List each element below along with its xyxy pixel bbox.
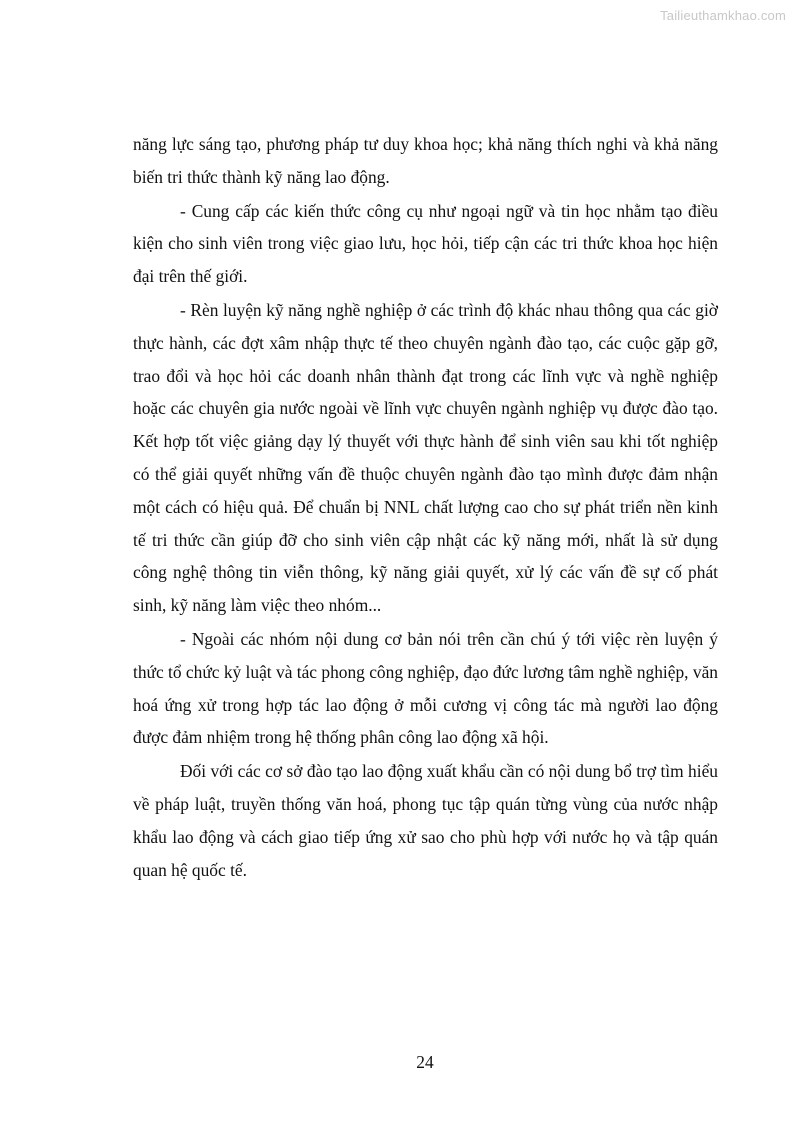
- paragraph-export-labour: Đối với các cơ sở đào tạo lao động xuất khẩu cần có nội dung bổ trợ tìm hiểu về pháp luật, truyền thống văn hoá, phong tục tập quán từng vùng của nước nhập khẩu lao động và cách giao tiếp ứng xử sao cho phù hợp với nước họ và tập quán quan hệ quốc tế.: [133, 761, 718, 880]
- paragraph-professional-skills: - Rèn luyện kỹ năng nghề nghiệp ở các trình độ khác nhau thông qua các giờ thực hành, các đợt xâm nhập thực tế theo chuyên ngành đào tạo, các cuộc gặp gỡ, trao đổi và học hỏi các doanh nhân thành đạt trong các lĩnh vực và nghề nghiệp hoặc các chuyên gia nước ngoài về lĩnh vực chuyên ngành nghiệp vụ được đào tạo. Kết hợp tốt việc giảng dạy lý thuyết với thực hành để sinh viên sau khi tốt nghiệp có thể giải quyết những vấn đề thuộc chuyên ngành đào tạo mình được đảm nhận một cách có hiệu quả. Để chuẩn bị NNL chất lượng cao cho sự phát triển nền kinh tế tri thức cần giúp đỡ cho sinh viên cập nhật các kỹ năng mới, nhất là sử dụng công nghệ thông tin viễn thông, kỹ năng giải quyết, xử lý các vấn đề sự cố phát sinh, kỹ năng làm việc theo nhóm...: [133, 299, 718, 616]
- document-body: [133, 128, 718, 886]
- paragraph-continuation: năng lực sáng tạo, phương pháp tư duy khoa học; khả năng thích nghi và khả năng biến tri thức thành kỹ năng lao động.: [133, 134, 718, 187]
- paragraph-discipline-ethics: - Ngoài các nhóm nội dung cơ bản nói trên cần chú ý tới việc rèn luyện ý thức tổ chức kỷ luật và tác phong công nghiệp, đạo đức lương tâm nghề nghiệp, văn hoá ứng xử trong hợp tác lao động ở mỗi cương vị công tác mà người lao động được đảm nhiệm trong hệ thống phân công lao động xã hội.: [133, 628, 718, 748]
- watermark-text: Tailieuthamkhao.com: [660, 8, 786, 23]
- paragraph-tools-knowledge: - Cung cấp các kiến thức công cụ như ngoại ngữ và tin học nhằm tạo điều kiện cho sinh viên trong việc giao lưu, học hỏi, tiếp cận các tri thức khoa học hiện đại trên thế giới.: [133, 200, 718, 287]
- page-number: 24: [416, 1052, 434, 1072]
